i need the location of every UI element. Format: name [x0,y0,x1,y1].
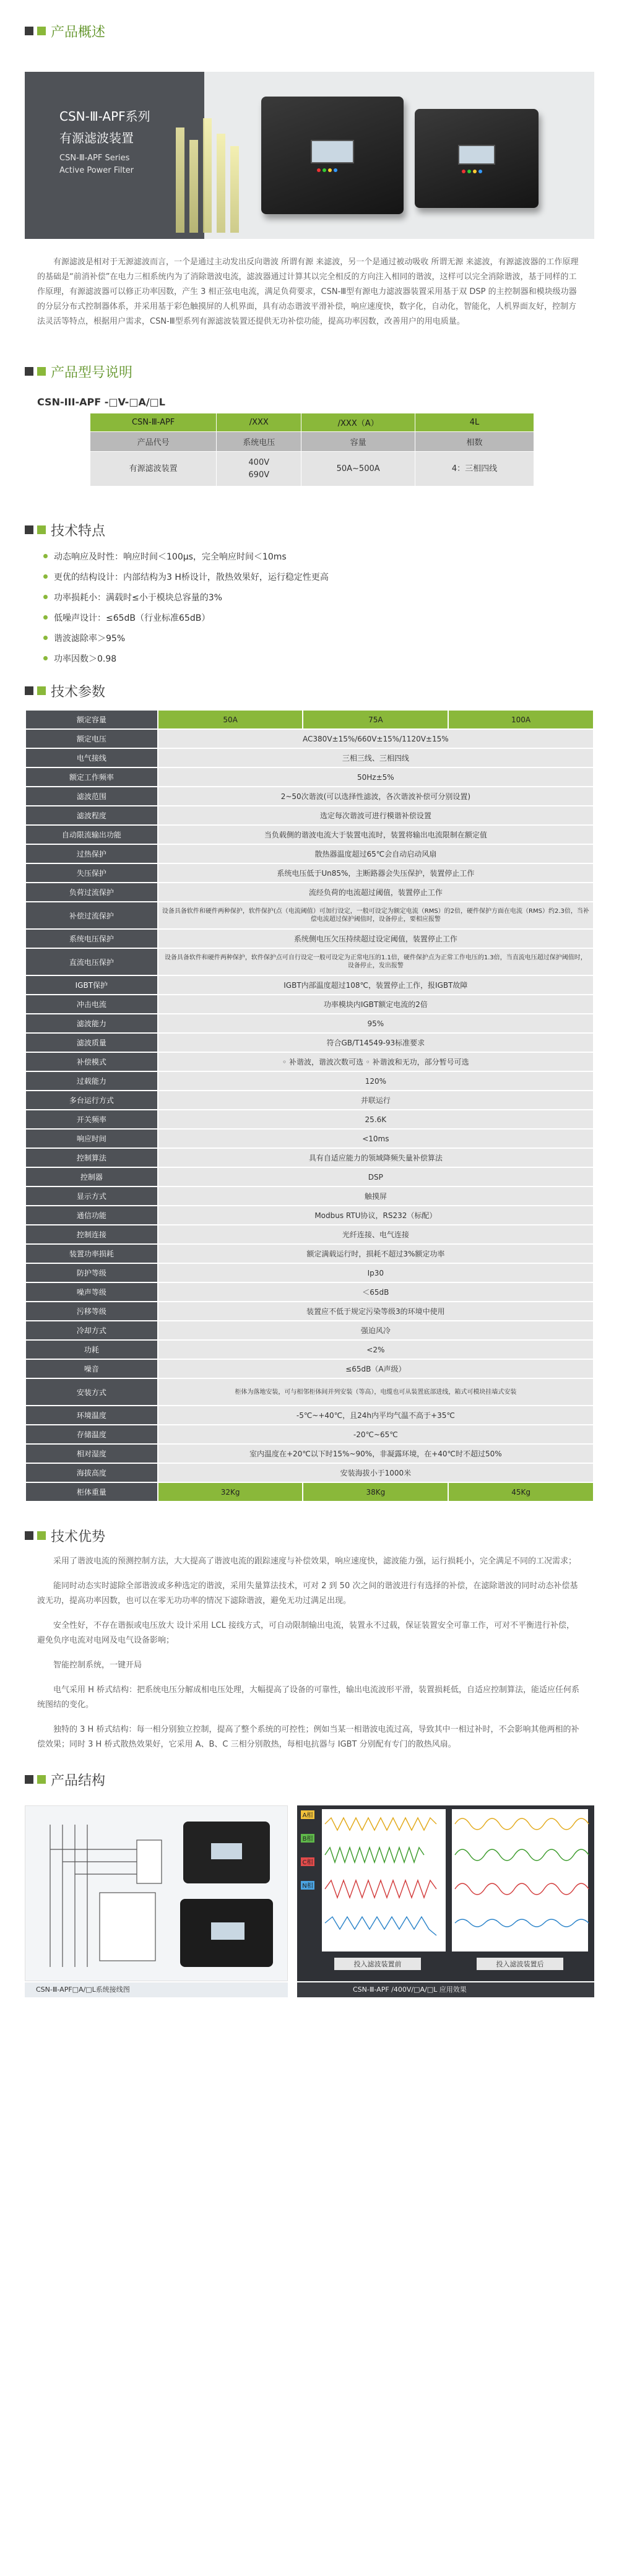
spec-value: 安装海拔小于1000米 [158,1463,594,1482]
spec-key: 显示方式 [25,1186,158,1206]
paragraph: 安全性好，不存在谐振或电压放大 设计采用 LCL 接线方式，可自动限制输出电流，装置永不过载，保证装置安全可靠工作，可对不平衡进行补偿，避免负序电流对电网及电气设备影响； [37,1621,574,1645]
spec-key: 装置功率损耗 [25,1244,158,1263]
table-cell: /XXX（A） [301,413,415,432]
spec-value: ◦ 补谐波，谐波次数可选 ◦ 补谐波和无功，部分暂号可选 [158,1052,594,1071]
spec-value: 25.6K [158,1110,594,1129]
spec-value: 触摸屏 [158,1186,594,1206]
spec-value: 强迫风冷 [158,1321,594,1340]
spec-value: 具有自适应能力的领域降频失量补偿算法 [158,1148,594,1167]
spec-value: 95% [158,1014,594,1033]
section-title: 产品结构 [51,1773,106,1789]
bullet-icon [43,554,48,558]
bullet-icon [43,615,48,620]
spec-value: 50Hz±5% [158,767,594,787]
spec-value: AC380V±15%/660V±15%/1120V±15% [158,729,594,748]
advantages-text [37,1554,582,1752]
table-row [25,1033,594,1052]
table-row [25,883,594,902]
spec-key: 电气接线 [25,748,158,767]
spec-value: 100A [448,710,594,729]
table-row [25,929,594,948]
hero-decorative-bars [176,109,244,233]
spec-key: 滤波范围 [25,787,158,806]
table-row [25,1129,594,1148]
wiring-diagram [25,1805,288,1981]
spec-key: 噪音 [25,1359,158,1378]
spec-value: 系统侧电压欠压持续超过设定阈值，装置停止工作 [158,929,594,948]
spec-value: 120% [158,1071,594,1091]
table-row [25,844,594,863]
spec-value: 设备具备软件和硬件两种保护，软件保护点可自行设定一般可设定为正常电压的1.1倍，硬件保护点为正常工作电压的1.3倍，当直流电压超过保护阈值时，设备停止，发出报警 [158,948,594,975]
spec-value: 32Kg [158,1482,303,1502]
feature-text: 动态响应及时性：响应时间＜100μs，完全响应时间＜10ms [54,551,287,562]
table-cell: 系统电压 [217,432,301,452]
table-row [90,432,534,452]
spec-value: DSP [158,1167,594,1186]
spec-value: 选定每次谐波可进行模谐补偿设置 [158,806,594,825]
bullet-icon [43,595,48,599]
spec-table [25,709,594,1502]
spec-value: 额定满载运行时，损耗不超过3%额定功率 [158,1244,594,1263]
before-label: 投入滤波装置前 [353,1960,402,1968]
model-code: CSN-III-APF -□V-□A/□L [37,396,165,408]
spec-value: ≤65dB（A声级） [158,1359,594,1378]
paragraph: 采用了谐波电流的预测控制方法，大大提高了谐波电流的跟踪速度与补偿效果，响应速度快，滤波能力强，运行损耗小，完全满足不同的工况需求； [53,1557,577,1566]
table-row [25,767,594,787]
table-row [25,948,594,975]
spec-key: 安装方式 [25,1378,158,1406]
spec-value: 符合GB/T14549-93标准要求 [158,1033,594,1052]
table-cell: 有源滤波装置 [90,452,217,486]
feature-text: 更优的结构设计：内部结构为3 H桥设计，散热效果好，运行稳定性更高 [54,572,329,582]
section-marker-accent-icon [37,1531,46,1540]
table-cell: 相数 [415,432,534,452]
spec-key: 额定电压 [25,729,158,748]
table-row [25,1378,594,1406]
spec-value: 75A [303,710,448,729]
spec-key: 开关频率 [25,1110,158,1129]
section-marker-accent-icon [37,1775,46,1784]
hero-banner [25,72,594,239]
feature-text: 功率损耗小：满载时≤小于模块总容量的3% [54,592,222,603]
table-row [25,1014,594,1033]
table-row [90,413,534,432]
paragraph: 智能控制系统，一键开局 [53,1661,142,1670]
list-item [43,587,619,607]
table-row [25,902,594,929]
feature-text: 低噪声设计：≤65dB（行业标准65dB） [54,613,210,623]
table-row [25,1359,594,1378]
spec-key: 滤波程度 [25,806,158,825]
table-row [25,1091,594,1110]
feature-text: 谐波滤除率＞95% [54,633,126,644]
table-row [25,1244,594,1263]
spec-key: 防护等级 [25,1263,158,1282]
legend-label: C相 [302,1859,313,1866]
spec-value: ＜65dB [158,1282,594,1302]
table-row [25,863,594,883]
table-row [25,806,594,825]
spec-key: 环境温度 [25,1406,158,1425]
model-table [90,413,534,486]
spec-value: 并联运行 [158,1091,594,1110]
section-marker-accent-icon [37,367,46,376]
section-title: 技术参数 [51,684,106,700]
features-list [43,546,619,668]
table-row [25,1425,594,1444]
spec-key: 补偿过流保护 [25,902,158,929]
spec-key: 直流电压保护 [25,948,158,975]
spec-key: 功耗 [25,1340,158,1359]
spec-key: 失压保护 [25,863,158,883]
spec-value: 柜体为落地安装，可与相邻柜体间并列安装（等高），电缆也可从装置底部进线，箱式可模块挂墙式安装 [158,1378,594,1406]
spec-value: 光纤连接、电气连接 [158,1225,594,1244]
section-title: 技术优势 [51,1529,106,1545]
bullet-icon [43,574,48,579]
table-row [25,1186,594,1206]
spec-value: 功率模块内IGBT额定电流的2倍 [158,995,594,1014]
section-header-features [25,521,619,538]
table-row [25,1321,594,1340]
section-marker-accent-icon [37,686,46,695]
spec-key: IGBT保护 [25,975,158,995]
spec-value: Ip30 [158,1263,594,1282]
table-row [25,1167,594,1186]
table-cell: 容量 [301,432,415,452]
spec-value: 2~50次谐波(可以选择性滤波，各次谐波补偿可分别设置) [158,787,594,806]
list-item [43,628,619,648]
hero-english-title: CSN-Ⅲ-APF Series [59,153,130,163]
feature-text: 功率因数＞0.98 [54,654,117,664]
list-item [43,607,619,628]
spec-key: 负荷过流保护 [25,883,158,902]
table-row [25,787,594,806]
wiring-diagram-svg [25,1806,288,1982]
hero-product-photo [204,72,594,239]
spec-value: <10ms [158,1129,594,1148]
spec-value: 装置应不低于规定污染等级3的环境中使用 [158,1302,594,1321]
spec-key: 多台运行方式 [25,1091,158,1110]
spec-key: 海拔高度 [25,1463,158,1482]
section-title: 产品概述 [51,24,106,40]
section-marker-icon [25,1775,33,1784]
table-row [25,729,594,748]
section-marker-accent-icon [37,525,46,534]
spec-key: 污移等级 [25,1302,158,1321]
spec-key: 控制器 [25,1167,158,1186]
table-row [25,1110,594,1129]
table-row [25,1302,594,1321]
product-device-photo [180,1822,273,1967]
section-marker-icon [25,525,33,534]
table-row [25,1482,594,1502]
spec-key: 过载能力 [25,1071,158,1091]
spec-value: 室内温度在+20℃以下时15%~90%，非凝露环境，在+40℃时不超过50% [158,1444,594,1463]
spec-value: -5℃~+40℃，且24h内平均气温不高于+35℃ [158,1406,594,1425]
section-header-params [25,682,619,699]
spec-key: 滤波质量 [25,1033,158,1052]
after-label: 投入滤波装置后 [496,1960,544,1968]
spec-value: 散热器温度超过65℃会自动启动风扇 [158,844,594,863]
section-header-advantages [25,1527,619,1544]
legend-label: A相 [302,1812,313,1819]
list-item [43,566,619,587]
table-cell: 400V 690V [217,452,301,486]
table-row [25,1263,594,1282]
spec-value: -20℃~65℃ [158,1425,594,1444]
section-marker-accent-icon [37,27,46,35]
spec-value: 系统电压低于Un85%，主断路器会失压保护，装置停止工作 [158,863,594,883]
table-row [25,1406,594,1425]
section-header-overview [25,22,619,40]
spec-key: 过热保护 [25,844,158,863]
spec-key: 额定容量 [25,710,158,729]
spec-key: 冲击电流 [25,995,158,1014]
hero-title: CSN-Ⅲ-APF系列 [59,109,150,124]
list-item [43,648,619,668]
spec-value: Modbus RTU协议，RS232（标配） [158,1206,594,1225]
product-device-large [261,97,404,214]
spec-key: 自动限流输出功能 [25,825,158,844]
spec-value: <2% [158,1340,594,1359]
intro-paragraph: 有源滤波是相对于无源滤波而言，一个是通过主动发出反向谐波 所谓有源 来滤波，另一个是通过被动吸收 所谓无源 来滤波，有源滤波器的工作原理的基础是“前消补偿”在电力三相系统内为了消除谐波电流，滤波器通过计算其以完全相反的方向注入相同的谐波，这样可以完全消除谐波，基于同样的工作原理，有源滤波器可以修正功率因数，产生 3 相正弦电电流，满足负荷要求，CSN-Ⅲ型有源电力滤波器装置采用基于双 DSP 的主控制器和模块级功器的分层分布式控制器体系，并采用基于彩色触摸屏的人机界面，具有动态谐波平滑补偿，响应速度快，数字化，自动化，智能化，人机界面友好，控制方法灵活等特点，根据用户需求，CSN-Ⅲ型系列有源滤波装置还提供无功补偿功能，提高功率因数，改善用户的用电质量。 [37,257,579,326]
section-marker-icon [25,27,33,35]
spec-value: 三相三线、三相四线 [158,748,594,767]
table-row [25,1282,594,1302]
spec-value: 流经负荷的电流超过阈值，装置停止工作 [158,883,594,902]
spec-key: 额定工作频率 [25,767,158,787]
spec-key: 控制算法 [25,1148,158,1167]
page [0,22,619,1997]
section-marker-icon [25,367,33,376]
table-row [25,975,594,995]
bullet-icon [43,636,48,640]
spec-value: 38Kg [303,1482,448,1502]
application-effect [297,1805,594,1981]
hero-english-subtitle: Active Power Filter [59,166,134,175]
spec-key: 控制连接 [25,1225,158,1244]
table-cell: 产品代号 [90,432,217,452]
table-row [25,1225,594,1244]
table-row [25,710,594,729]
section-marker-icon [25,1531,33,1540]
table-row [25,1463,594,1482]
section-header-model [25,363,619,380]
spec-value: 设备具备软件和硬件两种保护，软件保护(点（电流阈值）可加行设定，一般可设定为额定电流（RMS）的2倍，硬件保护方面在电流（RMS）约2.3倍，当补偿电流超过保护阈值时，设备停止，要相应报警 [158,902,594,929]
table-cell: /XXX [217,413,301,432]
section-header-structure [25,1771,619,1788]
wiring-caption: CSN-Ⅲ-APF□A/□L系统接线图 [25,1982,288,1997]
hero-subtitle: 有源滤波装置 [59,131,134,145]
section-marker-icon [25,686,33,695]
table-row [25,825,594,844]
table-row [25,995,594,1014]
spec-key: 相对湿度 [25,1444,158,1463]
effect-caption: CSN-Ⅲ-APF /400V/□A/□L 应用效果 [297,1982,594,1997]
section-title: 技术特点 [51,523,106,539]
table-row [25,1444,594,1463]
spec-key: 冷却方式 [25,1321,158,1340]
table-row [25,1071,594,1091]
spec-value: IGBT内部温度超过108℃，装置停止工作，报IGBT故障 [158,975,594,995]
spec-key: 柜体重量 [25,1482,158,1502]
table-row [25,1206,594,1225]
spec-key: 存储温度 [25,1425,158,1444]
section-title: 产品型号说明 [51,365,133,381]
table-cell: CSN-Ⅲ-APF [90,413,217,432]
bullet-icon [43,656,48,660]
legend-label: N相 [302,1883,313,1890]
spec-value: 45Kg [448,1482,594,1502]
spec-value: 当负载侧的谐波电流大于装置电流时，装置将输出电流限制在额定值 [158,825,594,844]
table-row [90,452,534,486]
table-row [25,1340,594,1359]
product-device-small [415,109,539,208]
paragraph: 能同时动态实时滤除全部谐波或多种选定的谐波，采用失量算法技术，可对 2 到 50 次之间的谐波进行有选择的补偿，在滤除谐波的同时动态补偿基波无功，提高功率因数，也可以在零无功功率的情况下滤除谐波，避免无功过满足出现。 [37,1581,578,1606]
spec-key: 系统电压保护 [25,929,158,948]
spec-key: 响应时间 [25,1129,158,1148]
table-cell: 4：三相四线 [415,452,534,486]
spec-key: 噪声等级 [25,1282,158,1302]
legend-label: B相 [302,1836,313,1843]
spec-key: 补偿模式 [25,1052,158,1071]
table-cell: 50A~500A [301,452,415,486]
list-item [43,546,619,566]
paragraph: 电气采用 H 桥式结构：把系统电压分解成相电压处理，大幅提高了设备的可靠性，输出电流波形平滑，装置损耗低，自适应控制算法，能适应任何系统图结的变化。 [37,1685,580,1709]
waveform-svg [297,1805,594,1981]
spec-value: 50A [158,710,303,729]
structure-images [25,1805,594,1997]
table-row [25,1052,594,1071]
spec-key: 通信功能 [25,1206,158,1225]
table-row [25,1148,594,1167]
paragraph: 独特的 3 H 桥式结构：每一相分别独立控制，提高了整个系统的可控性；例如当某一相谐波电流过高，导致其中一相过补时，不会影响其他两相的补偿效果；同时 3 H 桥式散热效果好，它采用 A、B、C 三相分别散热，每相电抗器与 IGBT 分别配有专门的散热风扇。 [37,1725,579,1749]
table-row [25,748,594,767]
table-cell: 4L [415,413,534,432]
spec-key: 滤波能力 [25,1014,158,1033]
